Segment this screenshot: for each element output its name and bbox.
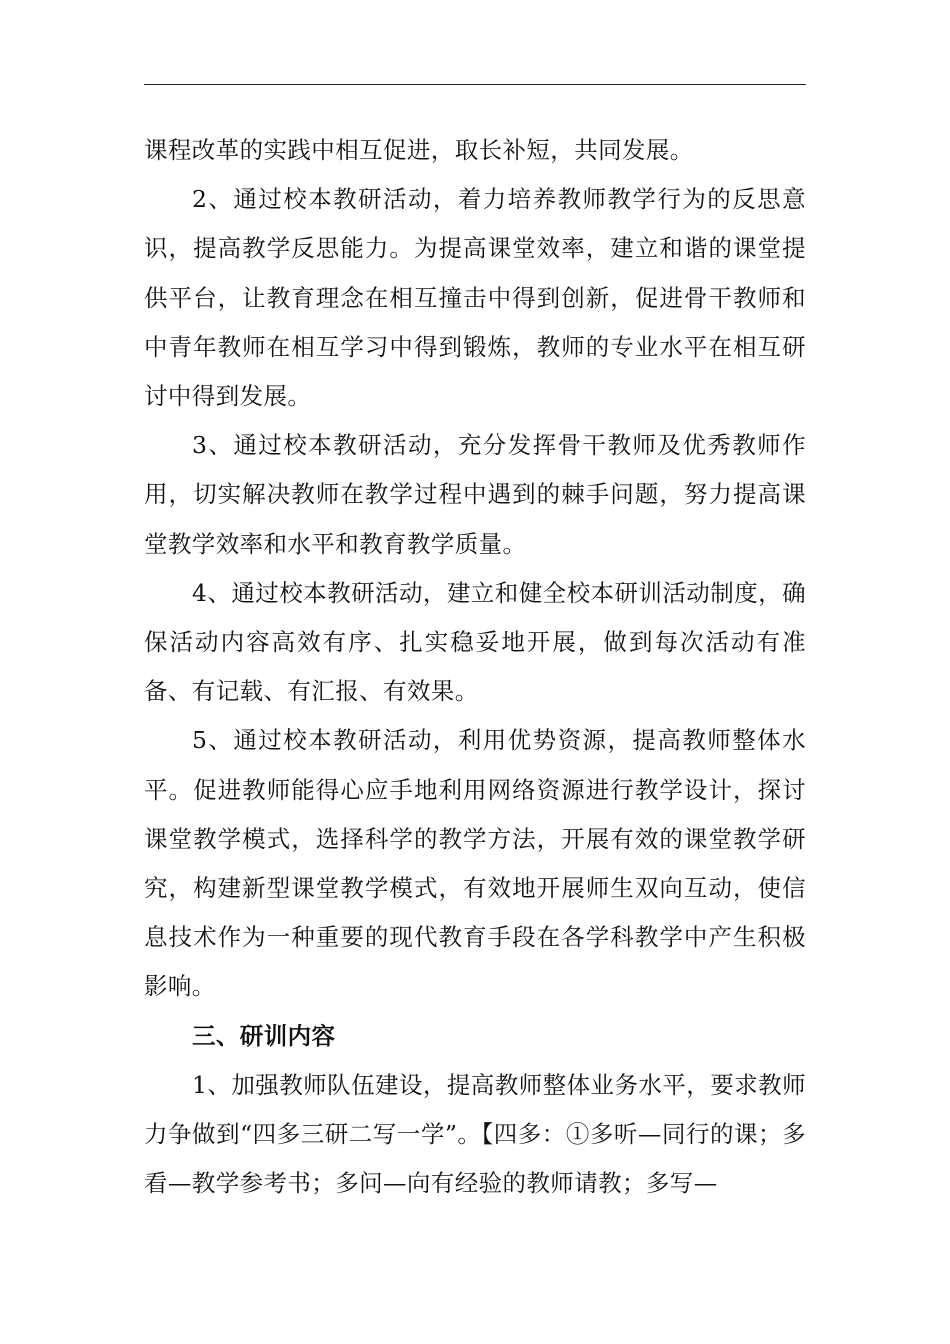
paragraph-item-3: 3、通过校本教研活动，充分发挥骨干教师及优秀教师作用，切实解决教师在教学过程中遇到的棘手问题，努力提高课堂教学效率和水平和教育教学质量。 <box>144 431 806 558</box>
paragraph-item-5: 5、通过校本教研活动，利用优势资源，提高教师整体水平。促进教师能得心应手地利用网络资源进行教学设计，探讨课堂教学模式，选择科学的教学方法，开展有效的课堂教学研究，构建新型课堂教学模式，有效地开展师生双向互动，使信息技术作为一种重要的现代教育手段在各学科教学中产生积极影响。 <box>144 726 806 1001</box>
paragraph-item-2: 2、通过校本教研活动，着力培养教师教学行为的反思意识，提高教学反思能力。为提高课堂效率，建立和谐的课堂提供平台，让教育理念在相互撞击中得到创新，促进骨干教师和中青年教师在相互学习中得到锻炼，教师的专业水平在相互研讨中得到发展。 <box>144 185 806 411</box>
header-rule <box>144 84 806 85</box>
paragraph-section-item-1: 1、加强教师队伍建设，提高教师整体业务水平，要求教师力争做到“四多三研二写一学”。【四多：①多听—同行的课；多看—教学参考书；多问—向有经验的教师请教；多写— <box>144 1070 806 1198</box>
paragraph-item-4: 4、通过校本教研活动，建立和健全校本研训活动制度，确保活动内容高效有序、扎实稳妥地开展，做到每次活动有准备、有记载、有汇报、有效果。 <box>144 578 806 706</box>
document-body <box>144 126 806 1208</box>
section-heading: 三、研训内容 <box>192 1021 336 1050</box>
paragraph-continuation: 课程改革的实践中相互促进，取长补短，共同发展。 <box>144 136 694 164</box>
